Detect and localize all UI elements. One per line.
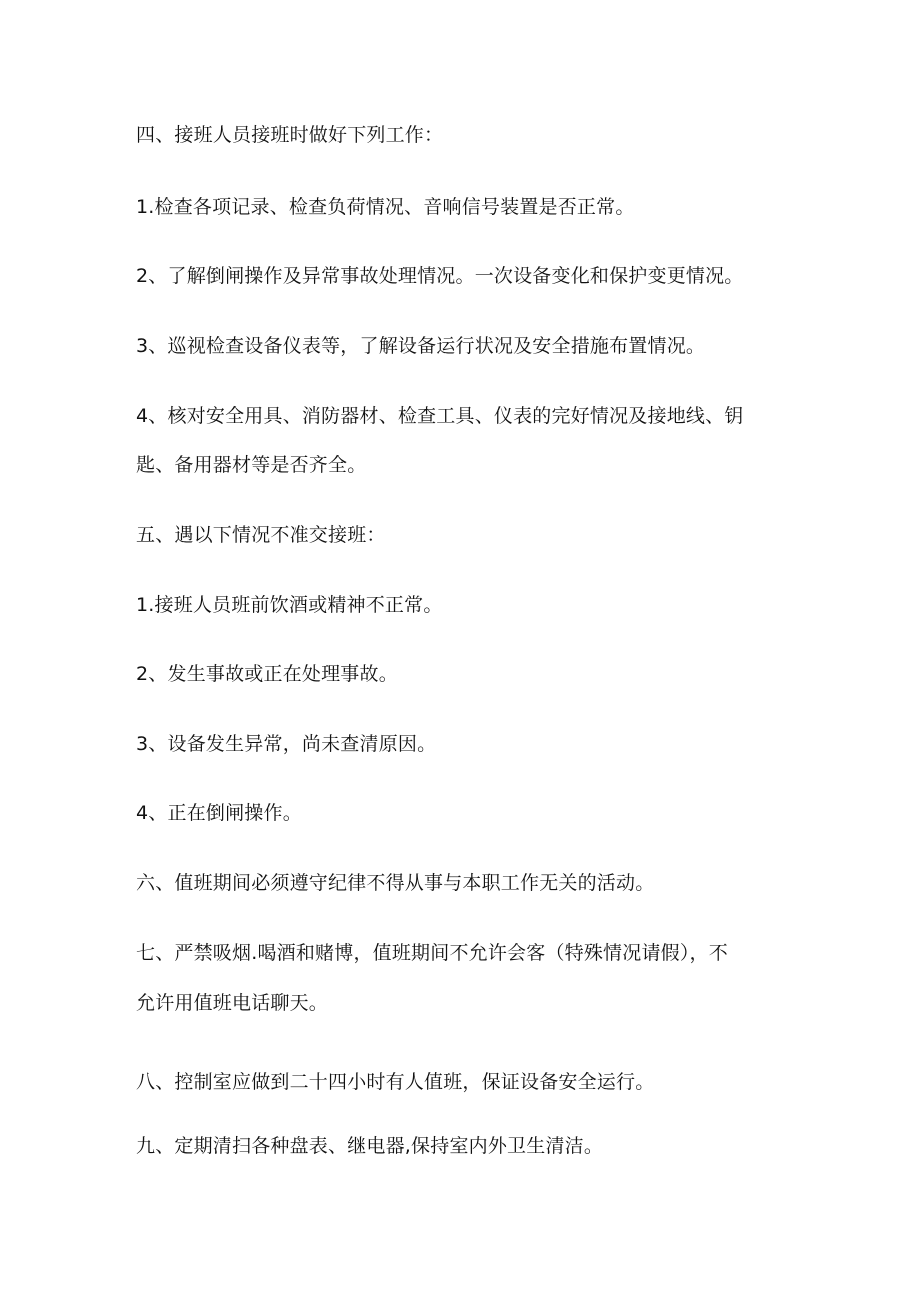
section-heading-6: 六、值班期间必须遵守纪律不得从事与本职工作无关的活动。 <box>136 872 655 894</box>
section-4-item-1: 1.检查各项记录、检查负荷情况、音响信号装置是否正常。 <box>136 196 635 218</box>
section-heading-4: 四、接班人员接班时做好下列工作： <box>136 124 444 146</box>
section-5-item-2: 2、发生事故或正在处理事故。 <box>136 663 398 685</box>
section-4-item-2: 2、了解倒闸操作及异常事故处理情况。一次设备变化和保护变更情况。 <box>136 265 744 287</box>
section-5-item-1: 1.接班人员班前饮酒或精神不正常。 <box>136 594 443 616</box>
section-heading-8: 八、控制室应做到二十四小时有人值班，保证设备安全运行。 <box>136 1071 655 1093</box>
section-7-line-1: 七、严禁吸烟.喝酒和赌博，值班期间不允许会客（特殊情况请假），不 <box>136 942 728 964</box>
section-4-item-3: 3、巡视检查设备仪表等，了解设备运行状况及安全措施布置情况。 <box>136 335 706 357</box>
section-4-item-4-line-1: 4、核对安全用具、消防器材、检查工具、仪表的完好情况及接地线、钥 <box>136 405 744 427</box>
section-5-item-4: 4、正在倒闸操作。 <box>136 802 302 824</box>
section-7-line-2: 允许用值班电话聊天。 <box>136 992 329 1014</box>
section-heading-9: 九、定期清扫各种盘表、继电器,保持室内外卫生清洁。 <box>136 1135 604 1157</box>
section-5-item-3: 3、设备发生异常，尚未查清原因。 <box>136 733 437 755</box>
section-heading-5: 五、遇以下情况不准交接班： <box>136 524 386 546</box>
section-4-item-4-line-2: 匙、备用器材等是否齐全。 <box>136 454 367 476</box>
